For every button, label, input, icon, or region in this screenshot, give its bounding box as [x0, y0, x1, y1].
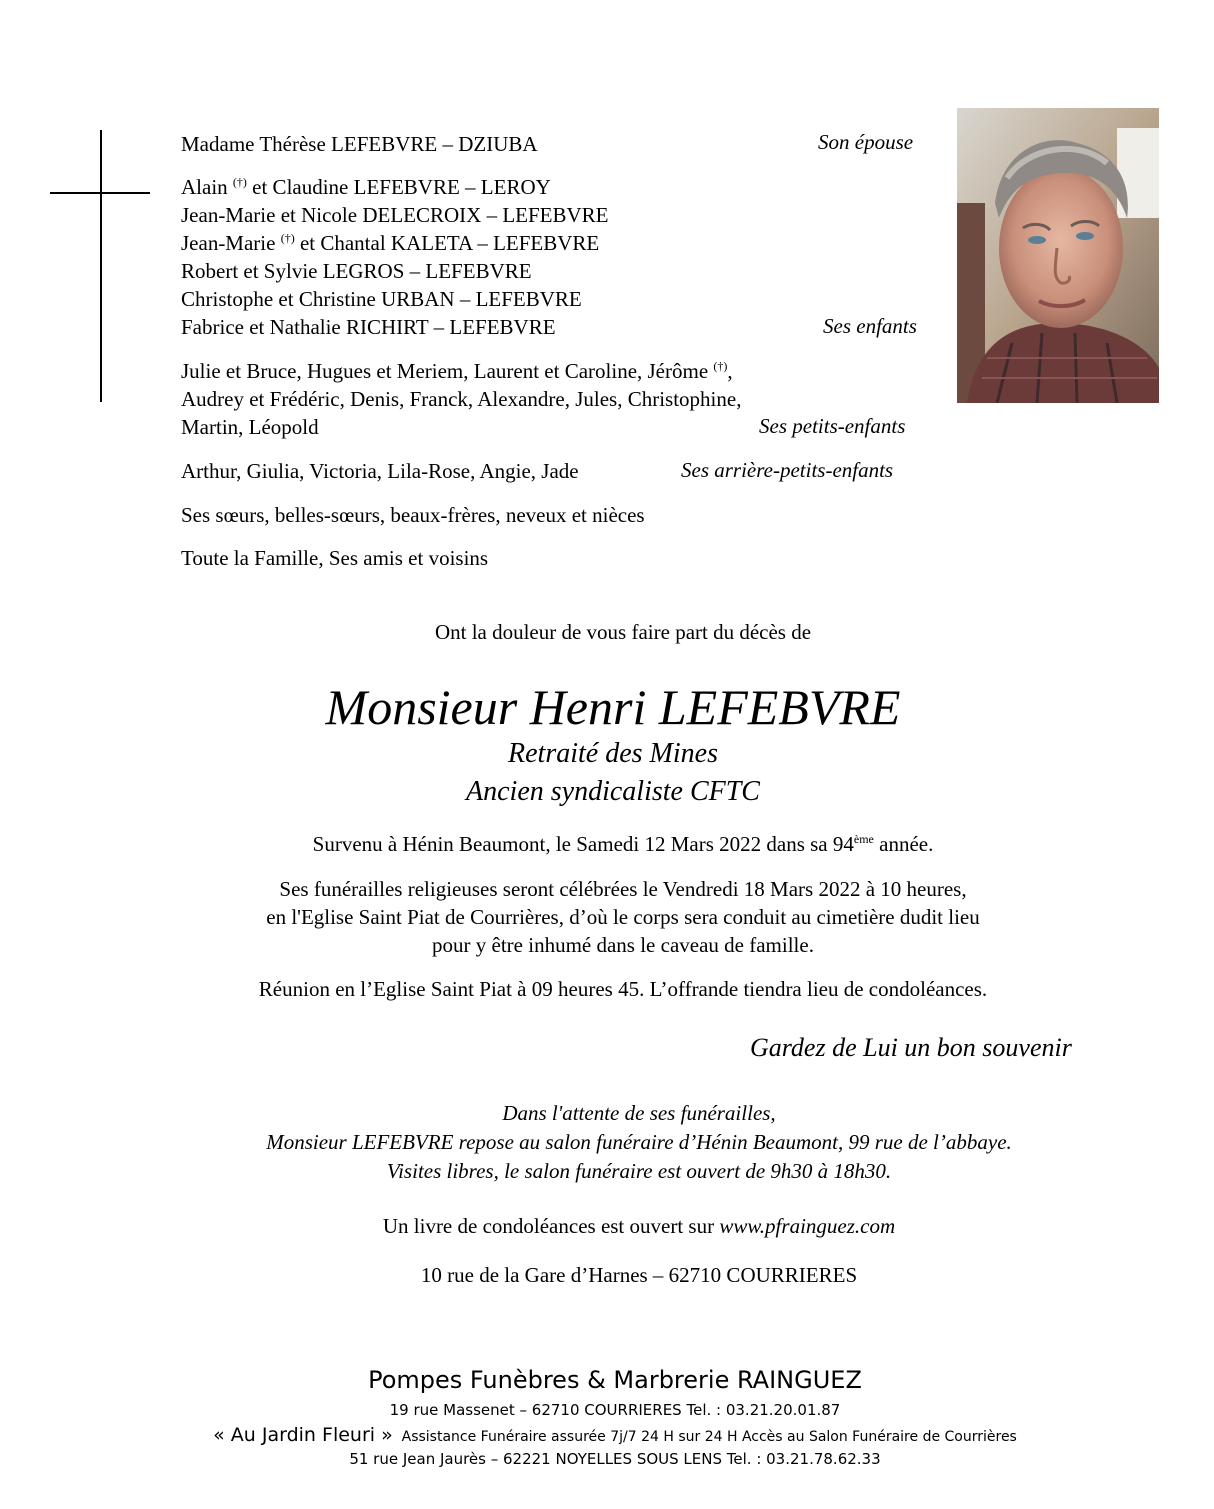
spouse-role: Son épouse: [818, 130, 914, 154]
great-grandchildren-role: Ses arrière-petits-enfants: [681, 458, 894, 482]
children-role: Ses enfants: [823, 314, 917, 338]
spouse-name: Madame Thérèse LEFEBVRE – DZIUBA: [181, 132, 538, 156]
cross-icon-vertical: [100, 130, 102, 402]
intro-line: Ont la douleur de vous faire part du décès de: [434, 620, 812, 644]
condolence-url[interactable]: www.pfrainguez.com: [719, 1214, 896, 1238]
funeral-line-3: pour y être inhumé dans le caveau de famille.: [432, 933, 814, 957]
great-grandchildren-names: Arthur, Giulia, Victoria, Lila-Rose, Angie, Jade: [181, 459, 579, 483]
footer-company: Pompes Funèbres & Marbrerie RAINGUEZ: [368, 1366, 862, 1394]
cross-icon-horizontal: [50, 192, 150, 194]
others-line: Toute la Famille, Ses amis et voisins: [181, 546, 489, 570]
deceased-name: Monsieur Henri LEFEBVRE: [325, 679, 901, 735]
memory-line: Gardez de Lui un bon souvenir: [750, 1033, 1072, 1062]
rest-line-3: Visites libres, le salon funéraire est ouvert de 9h30 à 18h30.: [386, 1159, 892, 1183]
child-line-5: Christophe et Christine URBAN – LEFEBVRE: [181, 287, 582, 311]
footer-address-1: 19 rue Massenet – 62710 COURRIERES Tel. : 03.21.20.01.87: [389, 1401, 841, 1419]
child-line-2: Jean-Marie et Nicole DELECROIX – LEFEBVRE: [181, 203, 609, 227]
subtitle-occupation: Retraité des Mines: [508, 738, 718, 769]
siblings-line: Ses sœurs, belles-sœurs, beaux-frères, neveux et nièces: [181, 503, 645, 527]
meeting-line: Réunion en l’Eglise Saint Piat à 09 heures 45. L’offrande tiendra lieu de condoléances.: [258, 977, 988, 1001]
footer-jardin: « Au Jardin Fleuri »: [213, 1424, 393, 1446]
funeral-line-1: Ses funérailles religieuses seront célébrées le Vendredi 18 Mars 2022 à 10 heures,: [279, 877, 967, 901]
address-line: 10 rue de la Gare d’Harnes – 62710 COURRIERES: [420, 1263, 858, 1287]
child-line-4: Robert et Sylvie LEGROS – LEFEBVRE: [181, 259, 532, 283]
grandchildren-line-1: Julie et Bruce, Hugues et Meriem, Laurent et Caroline, Jérôme (†),: [181, 359, 733, 383]
rest-line-1: Dans l'attente de ses funérailles,: [502, 1101, 776, 1125]
death-line: Survenu à Hénin Beaumont, le Samedi 12 Mars 2022 dans sa 94ème année.: [312, 832, 934, 856]
child-line-3: Jean-Marie (†) et Chantal KALETA – LEFEBVRE: [181, 231, 600, 255]
funeral-line-2: en l'Eglise Saint Piat de Courrières, d’où le corps sera conduit au cimetière dudit lieu: [266, 905, 980, 929]
portrait-icon: [957, 108, 1159, 403]
rest-line-2: Monsieur LEFEBVRE repose au salon funéraire d’Hénin Beaumont, 99 rue de l’abbaye.: [266, 1130, 1012, 1154]
footer-address-2: 51 rue Jean Jaurès – 62221 NOYELLES SOUS LENS Tel. : 03.21.78.62.33: [349, 1450, 881, 1468]
portrait-photo: [957, 108, 1159, 403]
condolence-line: Un livre de condoléances est ouvert sur www.pfrainguez.com: [382, 1214, 896, 1238]
grandchildren-role: Ses petits-enfants: [759, 414, 906, 438]
grandchildren-line-2: Audrey et Frédéric, Denis, Franck, Alexandre, Jules, Christophine,: [181, 387, 742, 411]
child-line-1: Alain (†) et Claudine LEFEBVRE – LEROY: [181, 175, 551, 199]
footer-services-line: « Au Jardin Fleuri » Assistance Funéraire assurée 7j/7 24 H sur 24 H Accès au Salon Funéraire de Courrières: [213, 1424, 1017, 1446]
subtitle-union: Ancien syndicaliste CFTC: [466, 776, 760, 807]
grandchildren-line-3: Martin, Léopold: [181, 415, 319, 439]
child-line-6: Fabrice et Nathalie RICHIRT – LEFEBVRE: [181, 315, 556, 339]
